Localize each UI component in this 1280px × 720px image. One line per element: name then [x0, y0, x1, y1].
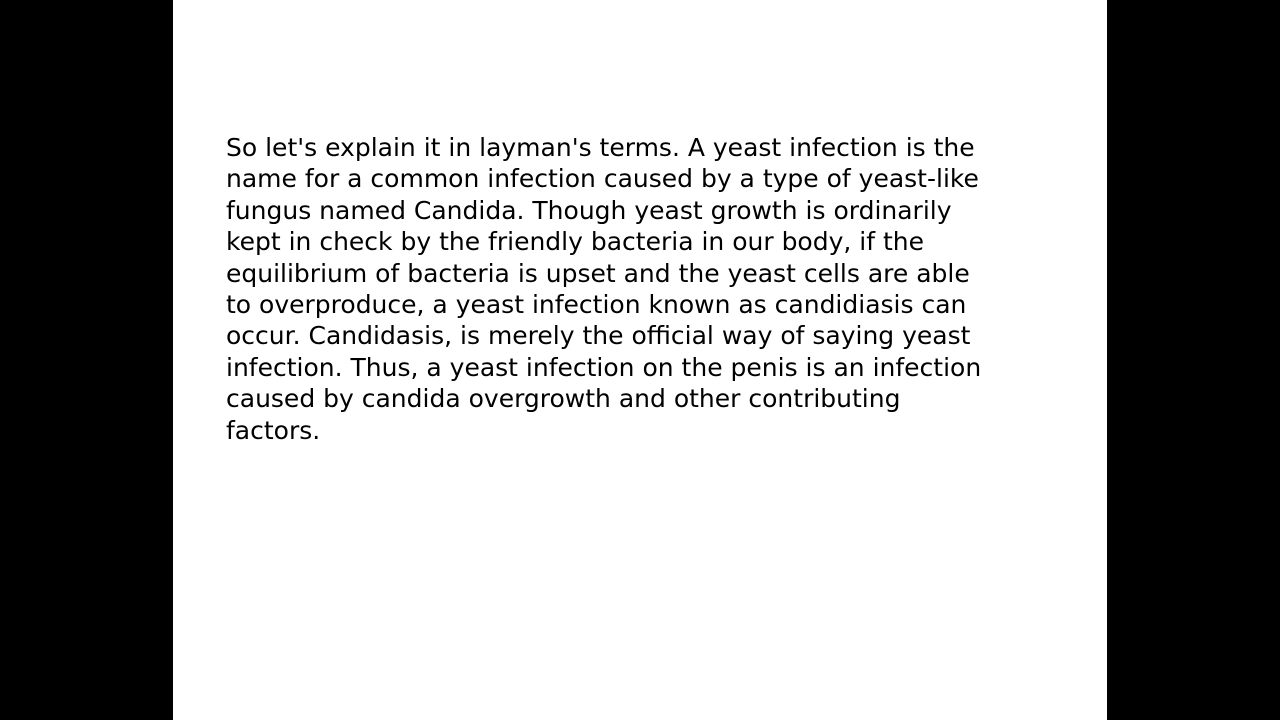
paragraph-line: occur. Candidasis, is merely the official way of saying yeast	[226, 321, 971, 351]
paragraph-line: kept in check by the friendly bacteria in our body, if the	[226, 227, 925, 257]
paragraph-line: equilibrium of bacteria is upset and the yeast cells are able	[226, 258, 970, 288]
paragraph-line: factors.	[226, 415, 321, 445]
paragraph-line: name for a common infection caused by a type of yeast-like	[226, 164, 979, 194]
slide-paragraph	[226, 132, 1086, 446]
paragraph-line: to overproduce, a yeast infection known as candidiasis can	[226, 290, 967, 320]
slide	[173, 0, 1107, 720]
paragraph-line: infection. Thus, a yeast infection on the penis is an infection	[226, 352, 982, 382]
paragraph-line: So let's explain it in layman's terms. A yeast infection is the	[226, 133, 975, 162]
paragraph-line: caused by candida overgrowth and other contributing	[226, 384, 901, 414]
paragraph-line: fungus named Candida. Though yeast growth is ordinarily	[226, 195, 952, 225]
